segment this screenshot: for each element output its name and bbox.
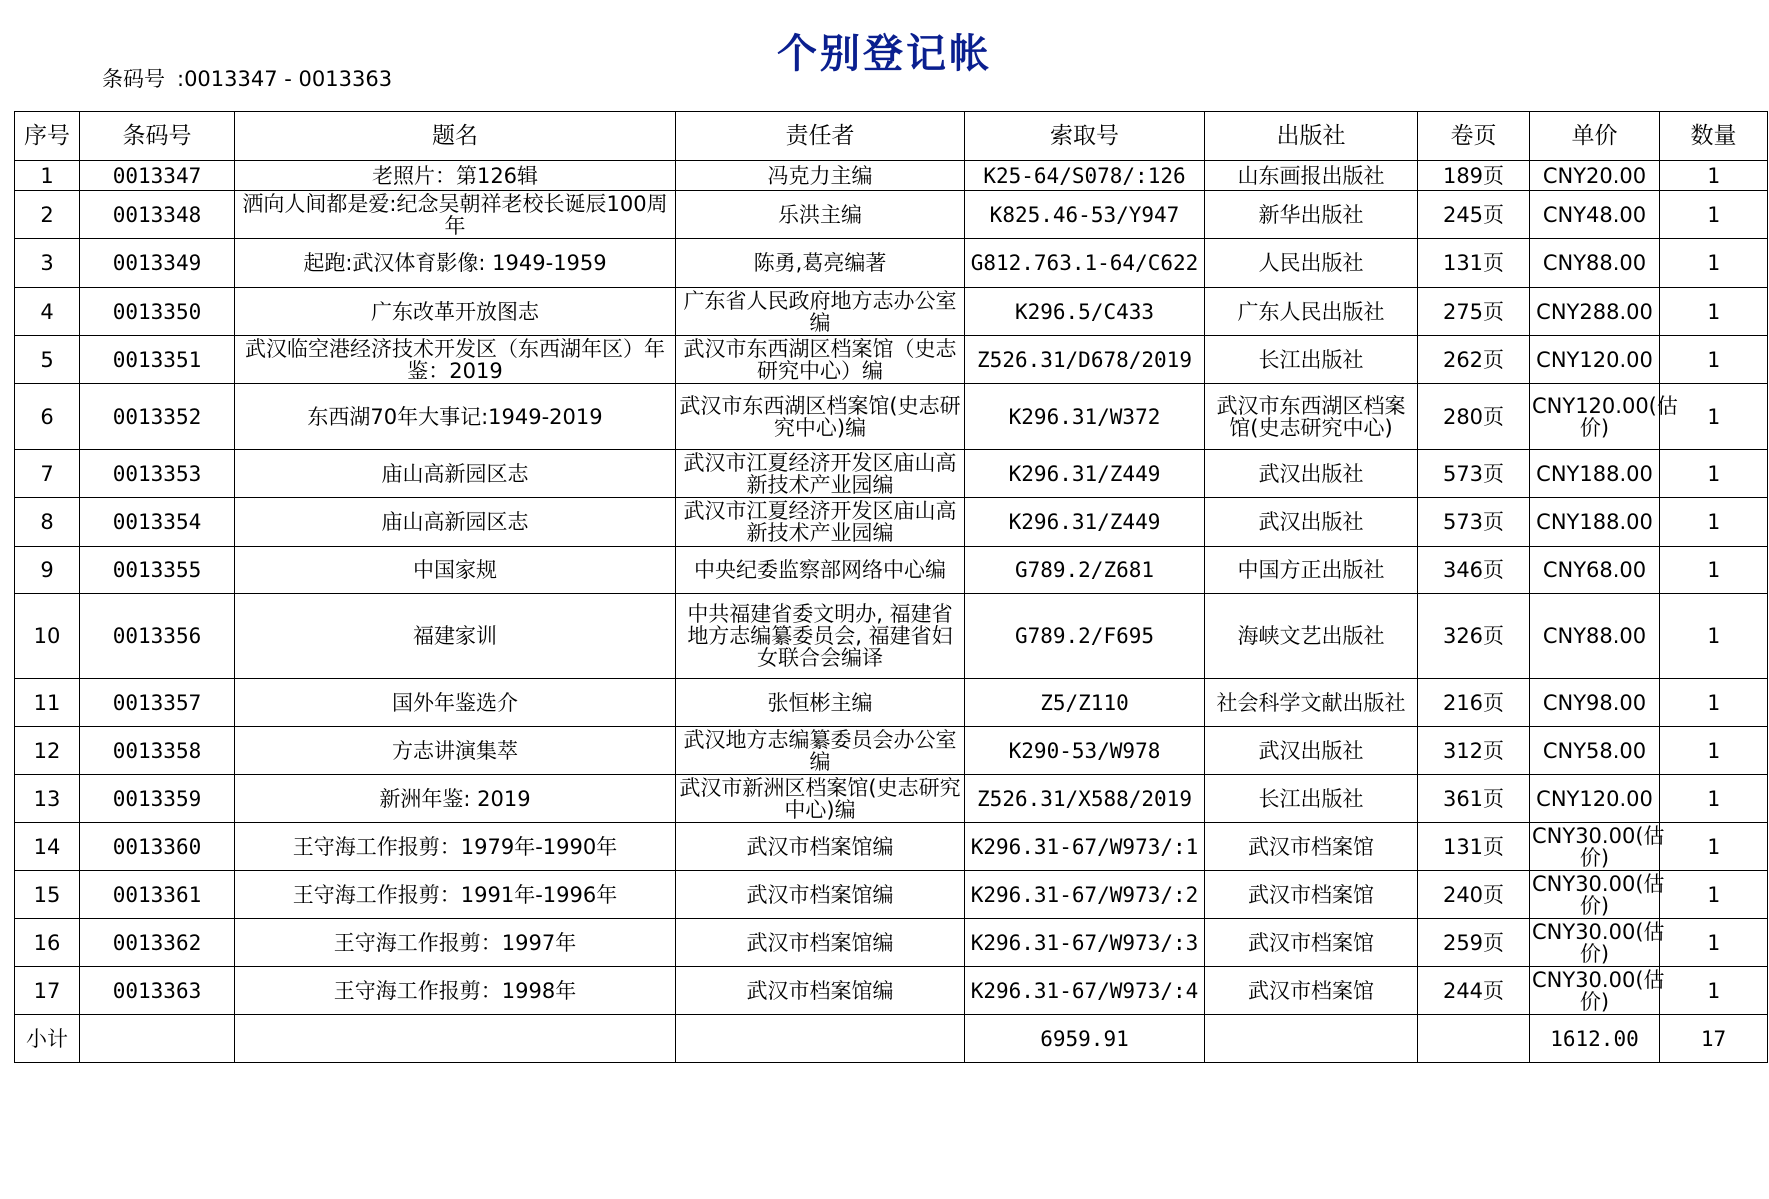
column-header-no: 序号 bbox=[15, 112, 80, 161]
cell-qty: 1 bbox=[1660, 823, 1768, 871]
column-header-qty: 数量 bbox=[1660, 112, 1768, 161]
cell-no: 6 bbox=[15, 384, 80, 450]
subtotal-call-no-total: 6959.91 bbox=[965, 1015, 1205, 1063]
cell-call-no: Z5/Z110 bbox=[965, 679, 1205, 727]
cell-title: 洒向人间都是爱:纪念吴朝祥老校长诞辰100周年 bbox=[235, 191, 676, 239]
cell-qty: 1 bbox=[1660, 547, 1768, 594]
cell-pages: 326页 bbox=[1418, 594, 1530, 679]
cell-barcode: 0013347 bbox=[80, 161, 235, 191]
cell-call-no: Z526.31/X588/2019 bbox=[965, 775, 1205, 823]
cell-price: CNY98.00 bbox=[1530, 679, 1660, 727]
cell-pages: 573页 bbox=[1418, 450, 1530, 498]
cell-qty: 1 bbox=[1660, 384, 1768, 450]
cell-call-no: Z526.31/D678/2019 bbox=[965, 336, 1205, 384]
cell-publisher: 武汉市档案馆 bbox=[1205, 823, 1418, 871]
cell-no: 13 bbox=[15, 775, 80, 823]
cell-call-no: G812.763.1-64/C622 bbox=[965, 239, 1205, 288]
subtotal-row bbox=[15, 1015, 1768, 1063]
cell-call-no: K296.31-67/W973/:3 bbox=[965, 919, 1205, 967]
cell-call-no: K825.46-53/Y947 bbox=[965, 191, 1205, 239]
cell-publisher: 武汉市东西湖区档案馆(史志研究中心) bbox=[1205, 384, 1418, 450]
cell-publisher: 武汉市档案馆 bbox=[1205, 967, 1418, 1015]
table-row bbox=[15, 679, 1768, 727]
subtotal-empty bbox=[80, 1015, 235, 1063]
subtotal-empty bbox=[676, 1015, 965, 1063]
cell-title: 王守海工作报剪：1998年 bbox=[235, 967, 676, 1015]
cell-price: CNY30.00(估价) bbox=[1530, 871, 1660, 919]
cell-publisher: 武汉出版社 bbox=[1205, 727, 1418, 775]
cell-no: 7 bbox=[15, 450, 80, 498]
cell-author: 武汉市新洲区档案馆(史志研究中心)编 bbox=[676, 775, 965, 823]
cell-author: 乐洪主编 bbox=[676, 191, 965, 239]
cell-no: 8 bbox=[15, 498, 80, 547]
cell-title: 武汉临空港经济技术开发区（东西湖年区）年鉴：2019 bbox=[235, 336, 676, 384]
subtotal-empty bbox=[1205, 1015, 1418, 1063]
table-row bbox=[15, 823, 1768, 871]
cell-qty: 1 bbox=[1660, 919, 1768, 967]
cell-barcode: 0013348 bbox=[80, 191, 235, 239]
cell-pages: 244页 bbox=[1418, 967, 1530, 1015]
cell-publisher: 新华出版社 bbox=[1205, 191, 1418, 239]
cell-title: 老照片：第126辑 bbox=[235, 161, 676, 191]
subtotal-empty bbox=[235, 1015, 676, 1063]
cell-barcode: 0013354 bbox=[80, 498, 235, 547]
cell-price: CNY30.00(估价) bbox=[1530, 823, 1660, 871]
cell-publisher: 中国方正出版社 bbox=[1205, 547, 1418, 594]
cell-pages: 346页 bbox=[1418, 547, 1530, 594]
cell-qty: 1 bbox=[1660, 679, 1768, 727]
table-row bbox=[15, 547, 1768, 594]
cell-qty: 1 bbox=[1660, 775, 1768, 823]
table-row bbox=[15, 919, 1768, 967]
cell-barcode: 0013357 bbox=[80, 679, 235, 727]
table-row bbox=[15, 336, 1768, 384]
cell-price: CNY120.00 bbox=[1530, 336, 1660, 384]
column-header-title: 题名 bbox=[235, 112, 676, 161]
subtotal-qty-total: 17 bbox=[1660, 1015, 1768, 1063]
cell-barcode: 0013355 bbox=[80, 547, 235, 594]
cell-pages: 312页 bbox=[1418, 727, 1530, 775]
cell-author: 武汉市东西湖区档案馆（史志研究中心）编 bbox=[676, 336, 965, 384]
cell-title: 新洲年鉴: 2019 bbox=[235, 775, 676, 823]
cell-no: 4 bbox=[15, 288, 80, 336]
cell-title: 国外年鉴选介 bbox=[235, 679, 676, 727]
table-row bbox=[15, 727, 1768, 775]
cell-barcode: 0013360 bbox=[80, 823, 235, 871]
table-row bbox=[15, 161, 1768, 191]
cell-price: CNY120.00(估价) bbox=[1530, 384, 1660, 450]
cell-publisher: 武汉出版社 bbox=[1205, 498, 1418, 547]
cell-author: 张恒彬主编 bbox=[676, 679, 965, 727]
cell-publisher: 广东人民出版社 bbox=[1205, 288, 1418, 336]
cell-call-no: K296.31-67/W973/:4 bbox=[965, 967, 1205, 1015]
cell-qty: 1 bbox=[1660, 727, 1768, 775]
cell-pages: 131页 bbox=[1418, 823, 1530, 871]
cell-title: 王守海工作报剪：1991年-1996年 bbox=[235, 871, 676, 919]
cell-author: 武汉市档案馆编 bbox=[676, 823, 965, 871]
barcode-range-value: :0013347 - 0013363 bbox=[177, 67, 393, 91]
cell-barcode: 0013353 bbox=[80, 450, 235, 498]
cell-no: 17 bbox=[15, 967, 80, 1015]
cell-call-no: K296.31/Z449 bbox=[965, 450, 1205, 498]
ledger-table bbox=[14, 111, 1768, 1063]
cell-price: CNY48.00 bbox=[1530, 191, 1660, 239]
cell-author: 陈勇,葛亮编著 bbox=[676, 239, 965, 288]
cell-price: CNY30.00(估价) bbox=[1530, 919, 1660, 967]
ledger-body bbox=[15, 161, 1768, 1063]
cell-author: 武汉市档案馆编 bbox=[676, 967, 965, 1015]
barcode-range bbox=[102, 63, 392, 93]
cell-qty: 1 bbox=[1660, 594, 1768, 679]
table-row bbox=[15, 871, 1768, 919]
cell-author: 武汉市东西湖区档案馆(史志研究中心)编 bbox=[676, 384, 965, 450]
cell-barcode: 0013362 bbox=[80, 919, 235, 967]
cell-price: CNY88.00 bbox=[1530, 239, 1660, 288]
cell-no: 5 bbox=[15, 336, 80, 384]
cell-qty: 1 bbox=[1660, 498, 1768, 547]
cell-qty: 1 bbox=[1660, 871, 1768, 919]
column-header-pages: 卷页 bbox=[1418, 112, 1530, 161]
cell-publisher: 人民出版社 bbox=[1205, 239, 1418, 288]
cell-pages: 262页 bbox=[1418, 336, 1530, 384]
cell-no: 2 bbox=[15, 191, 80, 239]
cell-author: 武汉市档案馆编 bbox=[676, 919, 965, 967]
cell-qty: 1 bbox=[1660, 288, 1768, 336]
cell-pages: 216页 bbox=[1418, 679, 1530, 727]
barcode-range-label: 条码号 bbox=[102, 67, 165, 91]
cell-author: 中央纪委监察部网络中心编 bbox=[676, 547, 965, 594]
cell-qty: 1 bbox=[1660, 161, 1768, 191]
cell-title: 广东改革开放图志 bbox=[235, 288, 676, 336]
cell-title: 中国家规 bbox=[235, 547, 676, 594]
column-header-author: 责任者 bbox=[676, 112, 965, 161]
cell-no: 3 bbox=[15, 239, 80, 288]
column-header-publisher: 出版社 bbox=[1205, 112, 1418, 161]
cell-no: 11 bbox=[15, 679, 80, 727]
cell-barcode: 0013363 bbox=[80, 967, 235, 1015]
cell-call-no: G789.2/Z681 bbox=[965, 547, 1205, 594]
cell-pages: 240页 bbox=[1418, 871, 1530, 919]
cell-pages: 245页 bbox=[1418, 191, 1530, 239]
cell-publisher: 社会科学文献出版社 bbox=[1205, 679, 1418, 727]
cell-title: 起跑:武汉体育影像: 1949-1959 bbox=[235, 239, 676, 288]
cell-pages: 189页 bbox=[1418, 161, 1530, 191]
cell-title: 庙山高新园区志 bbox=[235, 498, 676, 547]
cell-barcode: 0013351 bbox=[80, 336, 235, 384]
cell-price: CNY188.00 bbox=[1530, 450, 1660, 498]
page-title: 个别登记帐 bbox=[777, 30, 992, 77]
table-row bbox=[15, 191, 1768, 239]
cell-pages: 131页 bbox=[1418, 239, 1530, 288]
table-row bbox=[15, 967, 1768, 1015]
cell-publisher: 武汉市档案馆 bbox=[1205, 871, 1418, 919]
cell-pages: 280页 bbox=[1418, 384, 1530, 450]
cell-pages: 275页 bbox=[1418, 288, 1530, 336]
table-row bbox=[15, 288, 1768, 336]
cell-barcode: 0013361 bbox=[80, 871, 235, 919]
cell-price: CNY68.00 bbox=[1530, 547, 1660, 594]
cell-author: 中共福建省委文明办, 福建省地方志编纂委员会, 福建省妇女联合会编译 bbox=[676, 594, 965, 679]
cell-title: 庙山高新园区志 bbox=[235, 450, 676, 498]
cell-pages: 573页 bbox=[1418, 498, 1530, 547]
table-row bbox=[15, 498, 1768, 547]
cell-no: 1 bbox=[15, 161, 80, 191]
cell-call-no: K25-64/S078/:126 bbox=[965, 161, 1205, 191]
cell-barcode: 0013349 bbox=[80, 239, 235, 288]
cell-title: 王守海工作报剪：1979年-1990年 bbox=[235, 823, 676, 871]
cell-qty: 1 bbox=[1660, 191, 1768, 239]
cell-publisher: 武汉出版社 bbox=[1205, 450, 1418, 498]
cell-publisher: 海峡文艺出版社 bbox=[1205, 594, 1418, 679]
cell-title: 福建家训 bbox=[235, 594, 676, 679]
cell-price: CNY188.00 bbox=[1530, 498, 1660, 547]
table-row bbox=[15, 239, 1768, 288]
cell-qty: 1 bbox=[1660, 450, 1768, 498]
cell-author: 武汉市档案馆编 bbox=[676, 871, 965, 919]
cell-author: 武汉市江夏经济开发区庙山高新技术产业园编 bbox=[676, 498, 965, 547]
subtotal-label: 小计 bbox=[15, 1015, 80, 1063]
cell-no: 10 bbox=[15, 594, 80, 679]
cell-barcode: 0013359 bbox=[80, 775, 235, 823]
cell-call-no: K296.5/C433 bbox=[965, 288, 1205, 336]
cell-publisher: 长江出版社 bbox=[1205, 775, 1418, 823]
cell-price: CNY120.00 bbox=[1530, 775, 1660, 823]
cell-call-no: K296.31/Z449 bbox=[965, 498, 1205, 547]
cell-qty: 1 bbox=[1660, 967, 1768, 1015]
cell-price: CNY30.00(估价) bbox=[1530, 967, 1660, 1015]
cell-barcode: 0013350 bbox=[80, 288, 235, 336]
cell-price: CNY288.00 bbox=[1530, 288, 1660, 336]
cell-publisher: 山东画报出版社 bbox=[1205, 161, 1418, 191]
subtotal-price-total: 1612.00 bbox=[1530, 1015, 1660, 1063]
cell-title: 王守海工作报剪：1997年 bbox=[235, 919, 676, 967]
cell-call-no: G789.2/F695 bbox=[965, 594, 1205, 679]
cell-publisher: 长江出版社 bbox=[1205, 336, 1418, 384]
cell-pages: 259页 bbox=[1418, 919, 1530, 967]
header-row bbox=[15, 112, 1768, 161]
table-row bbox=[15, 450, 1768, 498]
cell-price: CNY58.00 bbox=[1530, 727, 1660, 775]
column-header-price: 单价 bbox=[1530, 112, 1660, 161]
cell-barcode: 0013352 bbox=[80, 384, 235, 450]
cell-pages: 361页 bbox=[1418, 775, 1530, 823]
cell-author: 广东省人民政府地方志办公室编 bbox=[676, 288, 965, 336]
cell-no: 16 bbox=[15, 919, 80, 967]
cell-no: 9 bbox=[15, 547, 80, 594]
column-header-barcode: 条码号 bbox=[80, 112, 235, 161]
table-row bbox=[15, 384, 1768, 450]
cell-publisher: 武汉市档案馆 bbox=[1205, 919, 1418, 967]
cell-author: 武汉市江夏经济开发区庙山高新技术产业园编 bbox=[676, 450, 965, 498]
cell-qty: 1 bbox=[1660, 239, 1768, 288]
subtotal-empty bbox=[1418, 1015, 1530, 1063]
cell-title: 方志讲演集萃 bbox=[235, 727, 676, 775]
cell-call-no: K296.31/W372 bbox=[965, 384, 1205, 450]
cell-price: CNY20.00 bbox=[1530, 161, 1660, 191]
cell-barcode: 0013358 bbox=[80, 727, 235, 775]
column-header-call-no: 索取号 bbox=[965, 112, 1205, 161]
table-row bbox=[15, 775, 1768, 823]
cell-no: 15 bbox=[15, 871, 80, 919]
cell-call-no: K296.31-67/W973/:2 bbox=[965, 871, 1205, 919]
cell-call-no: K290-53/W978 bbox=[965, 727, 1205, 775]
table-row bbox=[15, 594, 1768, 679]
cell-author: 武汉地方志编纂委员会办公室编 bbox=[676, 727, 965, 775]
cell-no: 12 bbox=[15, 727, 80, 775]
cell-author: 冯克力主编 bbox=[676, 161, 965, 191]
cell-qty: 1 bbox=[1660, 336, 1768, 384]
cell-title: 东西湖70年大事记:1949-2019 bbox=[235, 384, 676, 450]
cell-call-no: K296.31-67/W973/:1 bbox=[965, 823, 1205, 871]
cell-barcode: 0013356 bbox=[80, 594, 235, 679]
cell-price: CNY88.00 bbox=[1530, 594, 1660, 679]
cell-no: 14 bbox=[15, 823, 80, 871]
